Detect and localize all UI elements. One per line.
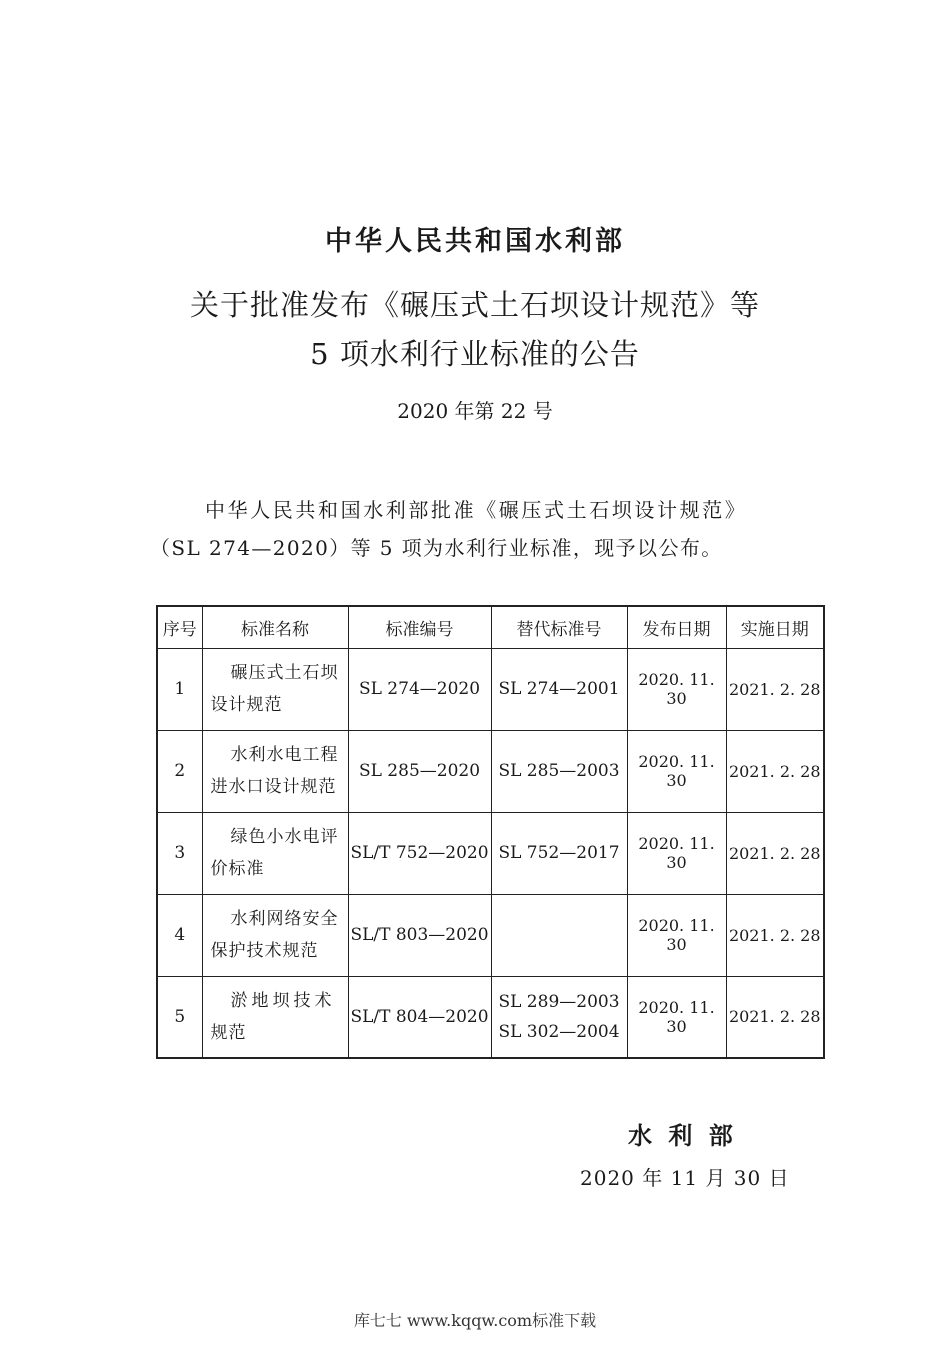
- signing-authority: 水 利 部: [628, 1121, 737, 1150]
- row-serial-no: 2: [157, 730, 202, 812]
- row-serial-no: 3: [157, 812, 202, 894]
- standard-name-line-1: 水利水电工程: [230, 745, 339, 765]
- replaced-code-2: SL 302—2004: [498, 1021, 620, 1042]
- row-effective-date: 2021. 2. 28: [726, 730, 824, 812]
- replaced-code-1: SL 285—2003: [498, 761, 620, 781]
- row-standard-name: [202, 976, 348, 1058]
- replaced-code-1: SL 274—2001: [498, 679, 620, 699]
- row-standard-name: [202, 812, 348, 894]
- row-replaced-code: [491, 812, 627, 894]
- header-standard-name: 标准名称: [202, 606, 348, 648]
- standards-table: [156, 605, 825, 1059]
- row-standard-name: [202, 730, 348, 812]
- table-row: [157, 648, 824, 730]
- replaced-code-1: SL 289—2003: [498, 991, 620, 1012]
- notice-title-line-1: 关于批准发布《碾压式土石坝设计规范》等: [189, 288, 760, 322]
- standard-name-line-2: 价标准: [210, 859, 265, 879]
- row-serial-no: 4: [157, 894, 202, 976]
- row-standard-code: SL/T 803—2020: [348, 894, 491, 976]
- row-effective-date: 2021. 2. 28: [726, 894, 824, 976]
- replaced-code-1: SL 752—2017: [498, 843, 620, 863]
- table-row: [157, 730, 824, 812]
- standard-name-line-1: 淤地坝技术: [230, 990, 336, 1011]
- row-replaced-code: [491, 648, 627, 730]
- page-footer-watermark: 库七七 www.kqqw.com标准下载: [353, 1311, 597, 1330]
- row-standard-name: [202, 648, 348, 730]
- standard-name-line-2: 设计规范: [210, 695, 283, 715]
- header-serial-no: 序号: [157, 606, 202, 648]
- row-effective-date: 2021. 2. 28: [726, 812, 824, 894]
- row-standard-code: SL 274—2020: [348, 648, 491, 730]
- standard-name-line-2: 进水口设计规范: [210, 777, 337, 797]
- row-replaced-code: [491, 976, 627, 1058]
- row-standard-name: [202, 894, 348, 976]
- table-row: [157, 812, 824, 894]
- row-serial-no: 1: [157, 648, 202, 730]
- row-issue-date: 2020. 11. 30: [627, 812, 726, 894]
- row-issue-date: 2020. 11. 30: [627, 730, 726, 812]
- row-issue-date: 2020. 11. 30: [627, 976, 726, 1058]
- signing-date: 2020 年 11 月 30 日: [580, 1166, 790, 1190]
- row-standard-code: SL/T 804—2020: [348, 976, 491, 1058]
- row-issue-date: 2020. 11. 30: [627, 648, 726, 730]
- standard-name-line-2: 规范: [210, 1022, 247, 1043]
- table-row: [157, 894, 824, 976]
- body-paragraph-line-2: （SL 274—2020）等 5 项为水利行业标准，现予以公布。: [150, 536, 723, 560]
- header-issue-date: 发布日期: [627, 606, 726, 648]
- standard-name-line-1: 水利网络安全: [230, 909, 339, 929]
- header-effective-date: 实施日期: [726, 606, 824, 648]
- row-standard-code: SL 285—2020: [348, 730, 491, 812]
- standard-name-line-1: 碾压式土石坝: [230, 663, 339, 683]
- row-effective-date: 2021. 2. 28: [726, 648, 824, 730]
- row-replaced-code: [491, 894, 627, 976]
- standard-name-line-2: 保护技术规范: [210, 941, 319, 961]
- row-issue-date: 2020. 11. 30: [627, 894, 726, 976]
- standard-name-line-1: 绿色小水电评: [230, 827, 339, 847]
- header-replaced-code: 替代标准号: [491, 606, 627, 648]
- row-serial-no: 5: [157, 976, 202, 1058]
- document-number: 2020 年第 22 号: [397, 399, 553, 423]
- row-standard-code: SL/T 752—2020: [348, 812, 491, 894]
- notice-title-line-2: 5 项水利行业标准的公告: [310, 337, 640, 371]
- issuing-organization: 中华人民共和国水利部: [325, 226, 625, 257]
- table-row: [157, 976, 824, 1058]
- table-header-row: [157, 606, 824, 648]
- header-standard-code: 标准编号: [348, 606, 491, 648]
- row-effective-date: 2021. 2. 28: [726, 976, 824, 1058]
- body-paragraph-line-1: 中华人民共和国水利部批准《碾压式土石坝设计规范》: [205, 498, 748, 522]
- row-replaced-code: [491, 730, 627, 812]
